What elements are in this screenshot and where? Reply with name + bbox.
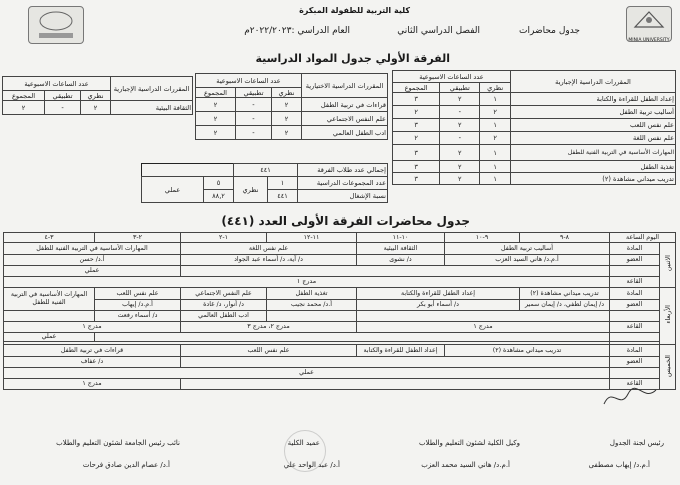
elective-courses-table: المقررات الدراسية الاختيارية عدد الساعات الاسبوعية نظري تطبيقي المجموع قراءات في تربية الطفل ٢ - ٢ علم النفس الاجتماعي ٢ - ٢ ادب الطفل العالمي ٢ - ٢	[195, 73, 388, 140]
col-total: المجموع	[393, 83, 440, 93]
monday-subject-row: الاثنين المادة أساليب تربية الطفل الثقافة البيئية علم نفس اللغة المهارات الأساسية في التربية الفنية للطفل	[4, 243, 676, 255]
signature-3-title: عميد الكلية	[287, 439, 320, 447]
wednesday-extra-row: ادب الطفل العالمي د/ أسماء رفعت	[4, 311, 676, 322]
mandatory-courses-table-2: المقررات الدراسية الإجبارية عدد الساعات الاسبوعية نظري تطبيقي المجموع الثقافة البيئية ٢ - ٢	[2, 76, 193, 115]
signature-scribble	[600, 382, 660, 412]
weekly-schedule-table	[3, 232, 676, 390]
table-row: أساليب تربية الطفل ٢ - ٢	[393, 106, 676, 119]
wednesday-member-row: العضو د/ إيمان لطفي، د/ إيمان سمير د/ أسماء أبو بكر أ.د/ محمد نجيب د/ أنوار، د/ غادة أ.م.د/ إيهاب	[4, 300, 676, 311]
table-row: الثقافة البيئية ٢ - ٢	[3, 101, 193, 115]
table-row: المهارات الأساسية في التربية الفنية للطفل ١ ٢ ٣	[393, 145, 676, 161]
wednesday-subject-row: الأربعاء المادة تدريب ميداني مشاهدة (٢) إعداد الطفل للقراءة والكتابة تغذية الطفل علم النفس الاجتماعي علم نفس اللعب المهارات الأساسية في التربية الفنية للطفل	[4, 288, 676, 300]
signature-3-name: أ.د/ عبد الواحد علي	[283, 461, 340, 469]
col-hours: عدد الساعات الاسبوعية	[393, 71, 511, 83]
college-emblem-icon	[29, 7, 83, 43]
table-row: إعداد الطفل للقراءة والكتابة ١ ٢ ٣	[393, 93, 676, 106]
wednesday-applied-row: عملي	[4, 333, 676, 342]
day-thursday: الخميس	[660, 345, 676, 390]
col-hours: عدد الساعات الاسبوعية	[195, 74, 301, 88]
college-name: كلية التربية للطفولة المبكرة	[299, 6, 410, 15]
semester-label: الفصل الدراسي الثاني	[397, 26, 480, 36]
signature-1-title: رئيس لجنة الجدول	[609, 439, 664, 447]
college-logo	[28, 6, 84, 44]
table-row: ادب الطفل العالمي ٢ - ٢	[195, 126, 387, 140]
table-row: علم النفس الاجتماعي ٢ - ٢	[195, 112, 387, 126]
university-emblem-icon	[627, 7, 671, 33]
thursday-hall-row: القاعة مدرج ١	[4, 379, 676, 390]
official-stamp	[284, 430, 326, 472]
monday-member-row: العضو أ.م.د/ هاني السيد العزب د/ نشوى د/ آية، د/ أسماء عبد الجواد أ.د/ حسن	[4, 255, 676, 266]
table-row: علم نفس اللعب ١ ٢ ٣	[393, 119, 676, 132]
signature-4-name: أ.د/ عصام الدين صادق فرحات	[82, 461, 170, 469]
monday-applied-row: عملي	[4, 266, 676, 277]
col-applied: تطبيقي	[440, 83, 480, 93]
table-row: قراءات في تربية الطفل ٢ - ٢	[195, 98, 387, 112]
courses-title: الفرقة الأولي جدول المواد الدراسية	[255, 52, 450, 65]
thursday-subject-row: الخميس المادة تدريب ميداني مشاهدة (٢) إعداد الطفل للقراءة والكتابة علم نفس اللعب قراءات في تربية الطفل	[4, 345, 676, 357]
wednesday-hall-row: القاعة مدرج ١ مدرج ٢، مدرج ٣ مدرج ١	[4, 322, 676, 333]
table-row: علم نفس اللغة ٢ - ٢	[393, 132, 676, 145]
signature-2-title: وكيل الكلية لشئون التعليم والطلاب	[418, 439, 520, 447]
university-logo	[626, 6, 672, 42]
day-wednesday: الأربعاء	[660, 288, 676, 345]
stats-table: إجمالي عدد طلاب الفرقة ٤٤١ عدد المجموعات الدراسية ١ نظري ٥ عملي نسبة الإشغال ٤٤١ ٨٨,٢	[141, 163, 388, 203]
academic-year: العام الدراسي :٢٠٢٢/٢٠٢٣م	[244, 26, 350, 36]
col-courses: المقررات الدراسية الاختيارية	[302, 74, 388, 98]
schedule-label: جدول محاضرات	[519, 26, 580, 36]
mandatory-courses-table	[392, 70, 676, 185]
day-monday: الاثنين	[660, 243, 676, 288]
col-theory: نظري	[480, 83, 511, 93]
signature-4-title: نائب رئيس الجامعة لشئون التعليم والطلاب	[56, 439, 180, 447]
logo-caption: MINIA UNIVERSITY	[628, 38, 670, 43]
signature-2-name: أ.م.د/ هاني السيد محمد العزب	[421, 461, 510, 469]
schedule-title: جدول محاضرات الفرقة الأولى العدد (٤٤١)	[221, 214, 470, 228]
thursday-member-row: العضو د/ عفاف	[4, 357, 676, 368]
time-header-row: اليوم الساعة ٨-٩ ٩-١٠ ١٠-١١ ١١-١٢ ١-٢ ٢-٣ ٣-٤	[4, 233, 676, 243]
monday-hall-row: القاعة مدرج ١	[4, 277, 676, 288]
table-row: تغذية الطفل ١ ٢ ٣	[393, 161, 676, 173]
thursday-applied-row: عملي	[4, 368, 676, 379]
signature-1-name: أ.م.د/ إيهاب مصطفى	[588, 461, 650, 469]
col-courses: المقررات الدراسية الإجبارية	[510, 71, 675, 93]
table-row: تدريب ميداني مشاهدة (٢) ١ ٢ ٣	[393, 173, 676, 185]
